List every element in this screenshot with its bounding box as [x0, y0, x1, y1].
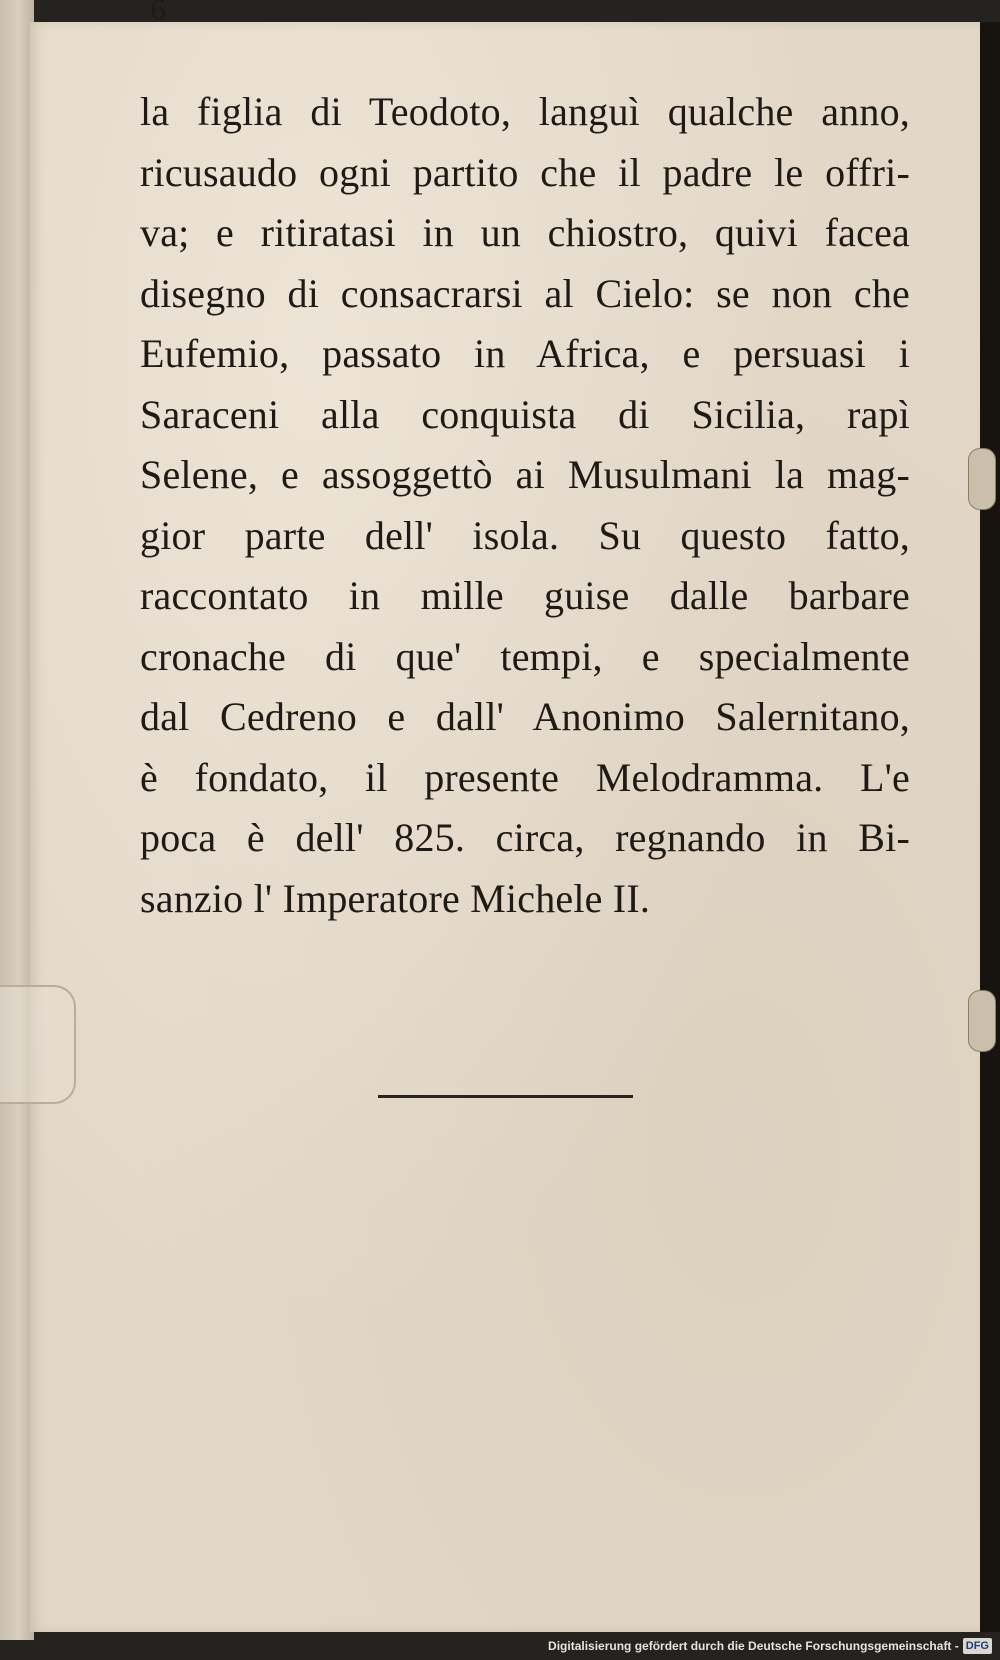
text-line: Saraceni alla conquista di Sicilia, rapì [140, 391, 910, 437]
section-divider [378, 1095, 633, 1098]
body-text [140, 82, 910, 929]
text-line: cronache di que' tempi, e specialmente [140, 633, 910, 679]
text-line: ricusaudo ogni partito che il padre le offri- [140, 149, 910, 195]
page-clip [0, 985, 76, 1104]
page-edge-tab [968, 990, 996, 1052]
page-edge-tab [968, 448, 996, 510]
dfg-logo-icon: DFG [963, 1638, 992, 1654]
credit-text: Digitalisierung gefördert durch die Deutsche Forschungsgemeinschaft - [548, 1639, 959, 1653]
text-line: poca è dell' 825. circa, regnando in Bi- [140, 815, 910, 860]
text-line: dal Cedreno e dall' Anonimo Salernitano, [140, 694, 910, 739]
text-line: Eufemio, passato in Africa, e persuasi i [140, 331, 910, 376]
page-number: 6 [150, 0, 167, 22]
text-line: disegno di consacrarsi al Cielo: se non che [140, 270, 910, 316]
digitization-credit [548, 1636, 992, 1656]
text-line: Selene, e assoggettò ai Musulmani la mag- [140, 452, 910, 497]
text-line: raccontato in mille guise dalle barbare [140, 573, 910, 618]
text-line: gior parte dell' isola. Su questo fatto, [140, 512, 910, 558]
text-line: è fondato, il presente Melodramma. L'e [140, 754, 910, 800]
text-line: la figlia di Teodoto, languì qualche anno, [140, 89, 910, 134]
page-right-edge [980, 22, 1000, 1632]
book-binding-edge [0, 0, 34, 1640]
text-line: va; e ritiratasi in un chiostro, quivi facea [140, 210, 910, 255]
text-line: sanzio l' Imperatore Michele II. [140, 875, 651, 921]
